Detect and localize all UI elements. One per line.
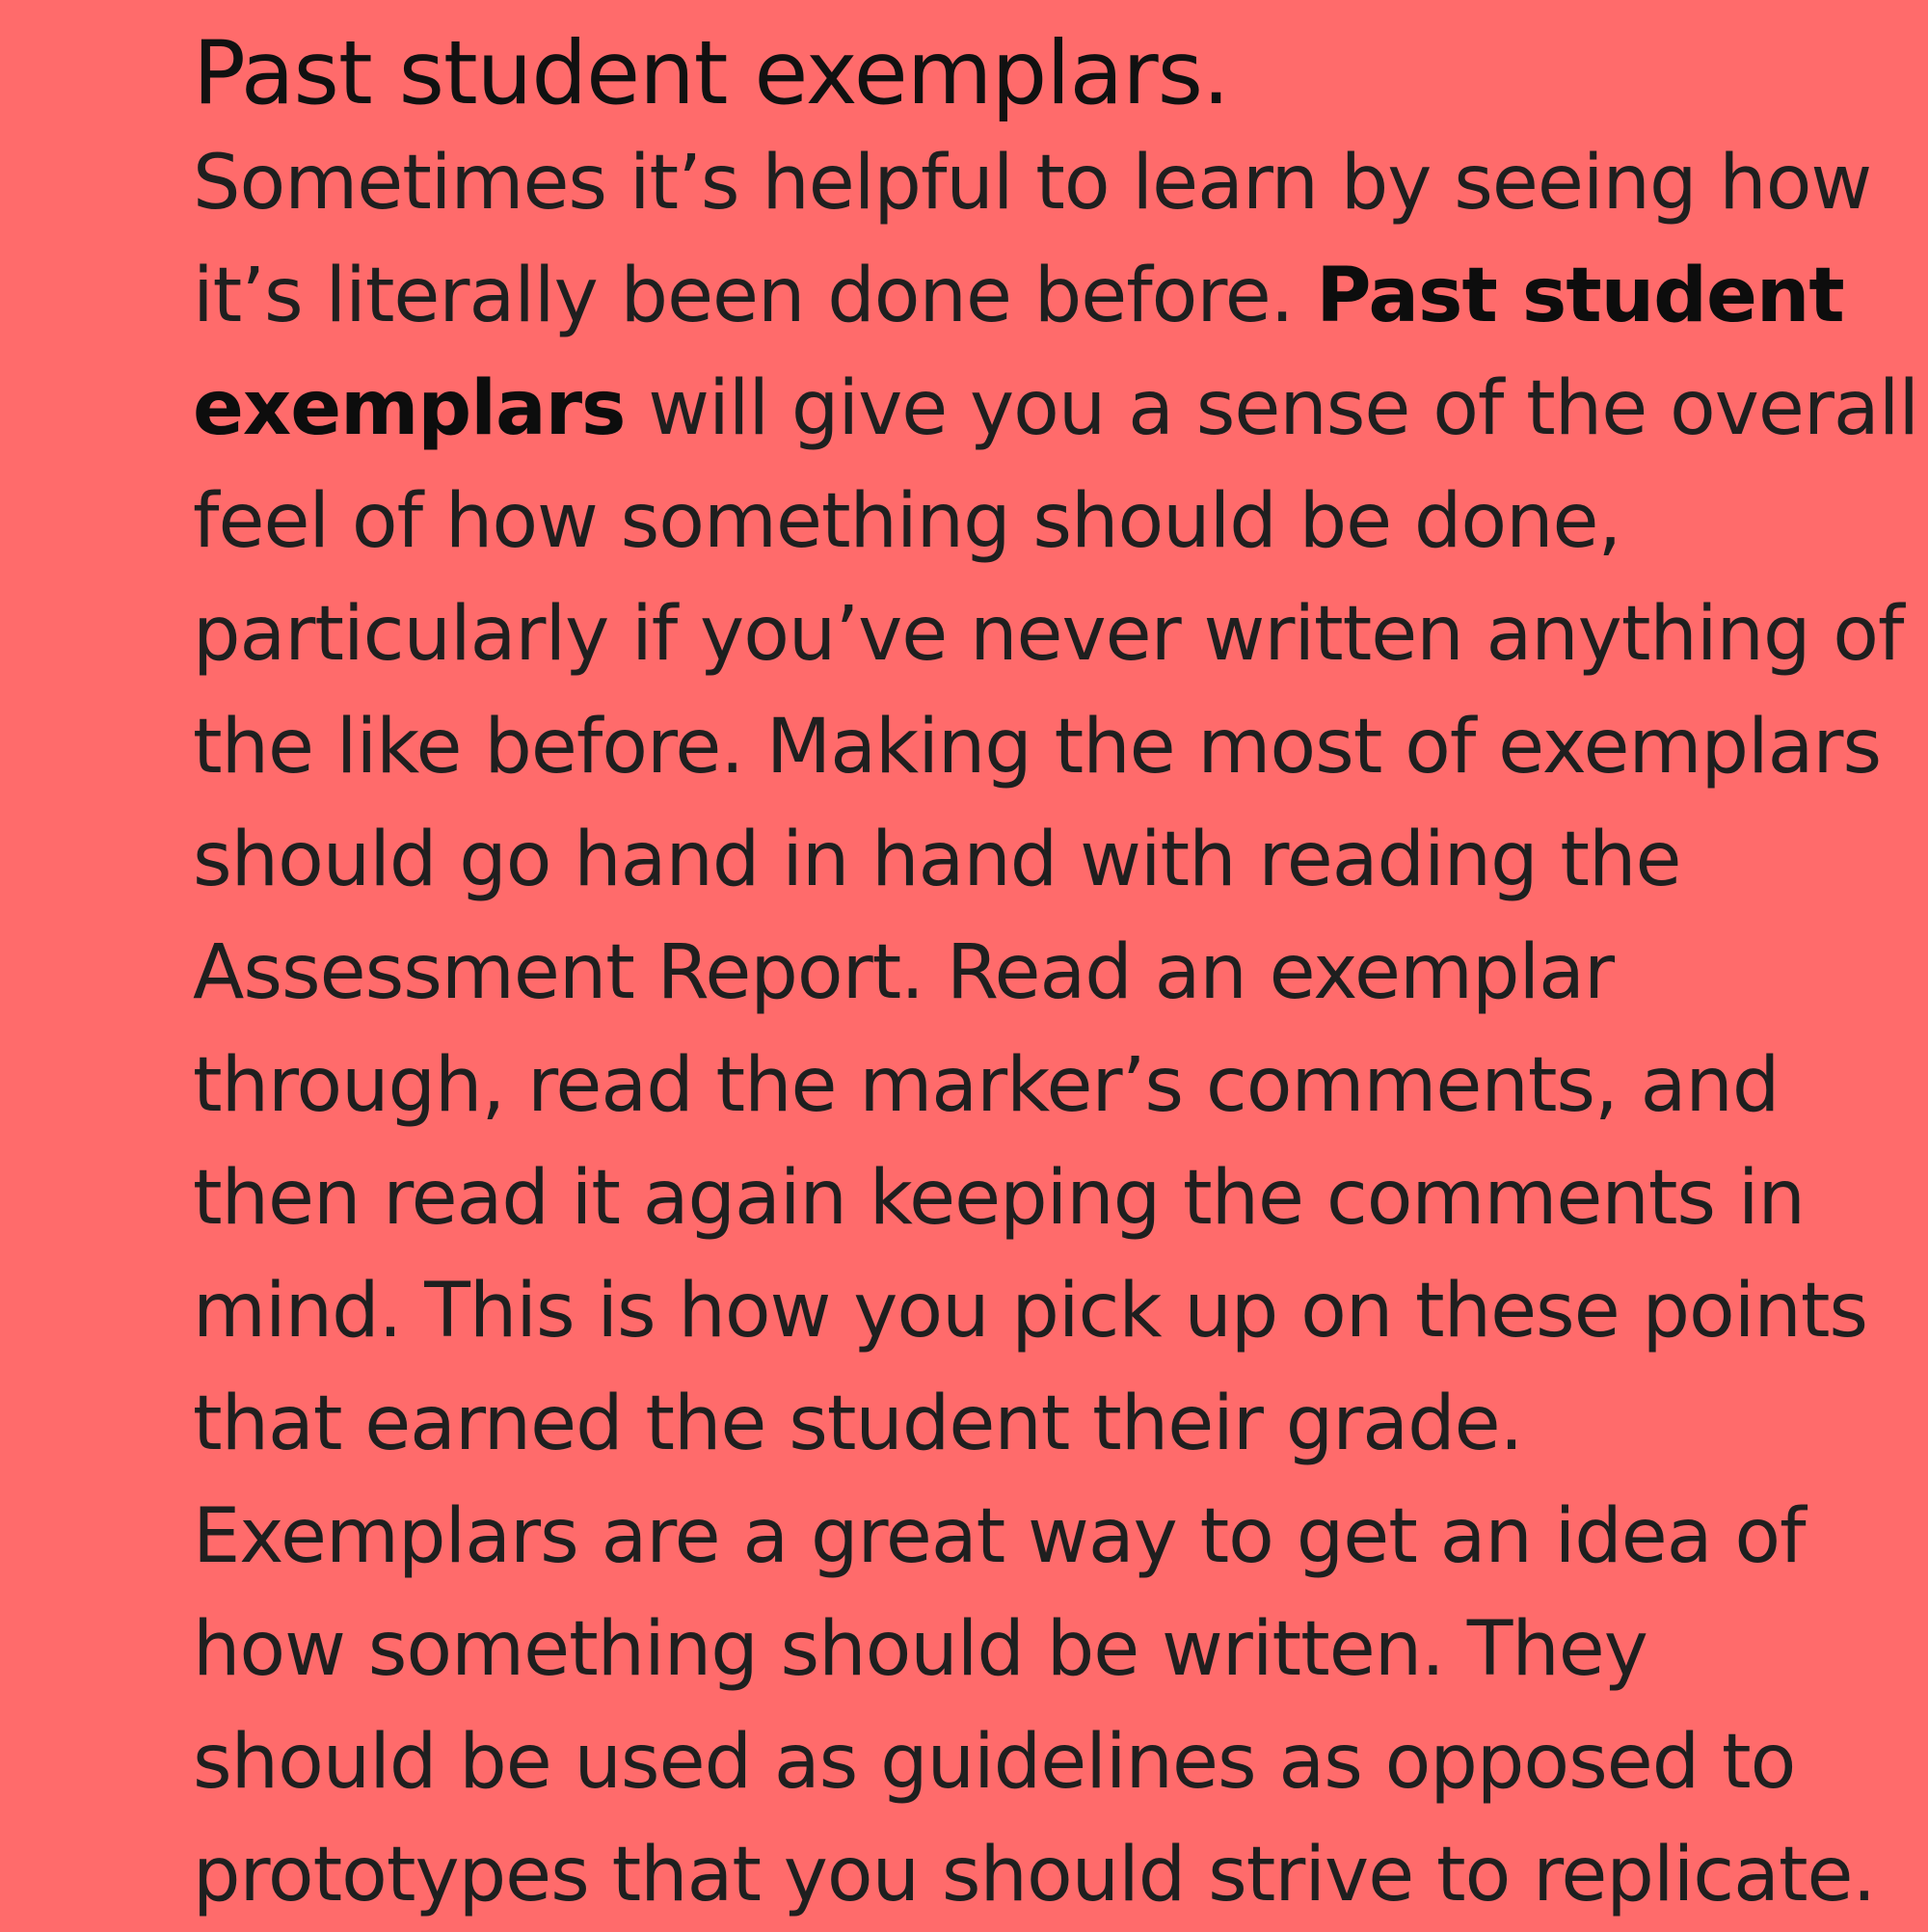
paragraph-line: Sometimes it’s helpful to learn by seeing how xyxy=(193,140,1872,227)
paragraph-line xyxy=(193,240,1889,353)
body-paragraph xyxy=(193,127,1919,1932)
paragraph-line: prototypes that you should strive to replicate. xyxy=(193,1832,1876,1919)
bold-term: exemplars xyxy=(193,365,626,452)
paragraph-line: should go hand in hand with reading the xyxy=(193,817,1681,903)
paragraph-line: the like before. Making the most of exemplars xyxy=(193,704,1882,791)
paragraph-line: how something should be written. They xyxy=(193,1606,1647,1693)
paragraph-line: then read it again keeping the comments in xyxy=(193,1155,1805,1242)
paragraph-line: through, read the marker’s comments, and xyxy=(193,1042,1780,1129)
paragraph-line: that earned the student their grade. xyxy=(193,1381,1523,1467)
paragraph-line xyxy=(193,353,1919,466)
paragraph-line: feel of how something should be done, xyxy=(193,478,1621,565)
paragraph-line: particularly if you’ve never written anything of xyxy=(193,591,1904,678)
paragraph-line: should be used as guidelines as opposed to xyxy=(193,1719,1796,1806)
paragraph-text: will give you a sense of the overall xyxy=(625,365,1919,452)
bold-term: Past student xyxy=(1316,253,1844,339)
paragraph-text: it’s literally been done before. xyxy=(193,253,1317,339)
page-title: Past student exemplars. xyxy=(193,23,1229,124)
paragraph-line: Assessment Report. Read an exemplar xyxy=(193,929,1615,1016)
paragraph-line: Exemplars are a great way to get an idea of xyxy=(193,1493,1806,1580)
paragraph-line: mind. This is how you pick up on these points xyxy=(193,1268,1868,1355)
